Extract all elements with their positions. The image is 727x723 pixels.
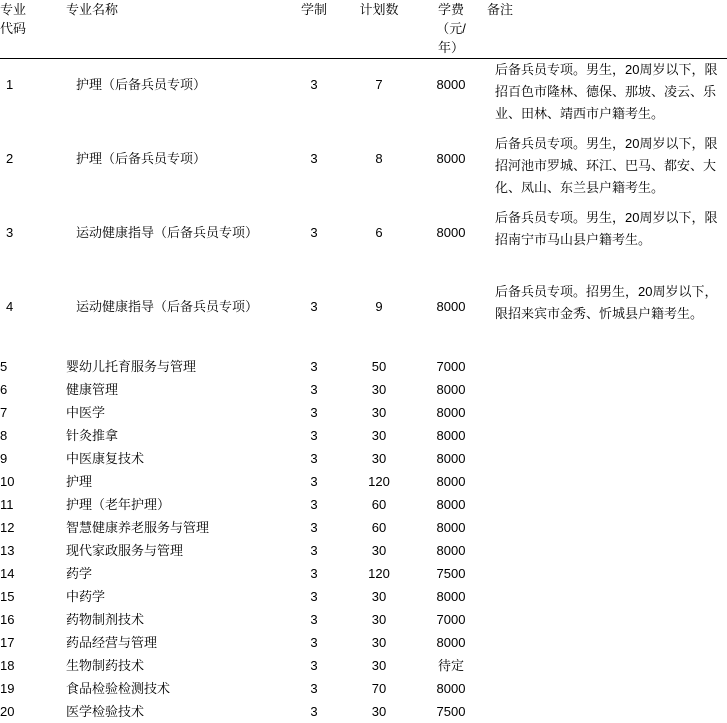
cell-plan-count: 30	[343, 631, 415, 654]
cell-code: 13	[0, 539, 66, 562]
cell-code: 14	[0, 562, 66, 585]
cell-fee: 7000	[415, 608, 487, 631]
cell-code: 12	[0, 516, 66, 539]
header-cell-system: 学制	[285, 0, 343, 57]
table-row	[0, 133, 727, 207]
cell-fee: 8000	[415, 401, 487, 424]
cell-plan-count: 6	[343, 207, 415, 281]
cell-note	[487, 585, 727, 608]
header-code-line2: 代码	[0, 19, 66, 38]
note-text: 后备兵员专项。招男生，20周岁以下，限招来宾市金秀、忻城县户籍考生。	[495, 281, 727, 325]
cell-major-name: 护理（后备兵员专项）	[66, 59, 285, 134]
cell-plan-count: 30	[343, 700, 415, 723]
note-text: 后备兵员专项。男生，20周岁以下，限招河池市罗城、环江、巴马、都安、大化、凤山、东兰县户籍考生。	[495, 133, 727, 199]
cell-major-name: 智慧健康养老服务与管理	[66, 516, 285, 539]
cell-major-name: 运动健康指导（后备兵员专项）	[66, 207, 285, 281]
cell-plan-count: 50	[343, 355, 415, 378]
cell-fee: 7500	[415, 562, 487, 585]
header-row	[0, 0, 727, 57]
cell-major-name: 药物制剂技术	[66, 608, 285, 631]
cell-note	[487, 424, 727, 447]
cell-system: 3	[285, 470, 343, 493]
note-text: 后备兵员专项。男生，20周岁以下，限招南宁市马山县户籍考生。	[495, 207, 727, 251]
cell-system: 3	[285, 700, 343, 723]
table-row	[0, 608, 727, 631]
cell-plan-count: 70	[343, 677, 415, 700]
cell-plan-count: 30	[343, 585, 415, 608]
cell-note	[487, 562, 727, 585]
cell-major-name: 运动健康指导（后备兵员专项）	[66, 281, 285, 355]
cell-note	[487, 207, 727, 281]
cell-code: 18	[0, 654, 66, 677]
cell-major-name: 婴幼儿托育服务与管理	[66, 355, 285, 378]
cell-code: 7	[0, 401, 66, 424]
cell-fee: 8000	[415, 447, 487, 470]
cell-fee: 8000	[415, 470, 487, 493]
cell-note	[487, 378, 727, 401]
cell-code: 15	[0, 585, 66, 608]
cell-note	[487, 401, 727, 424]
cell-plan-count: 60	[343, 493, 415, 516]
cell-plan-count: 30	[343, 608, 415, 631]
table-row	[0, 516, 727, 539]
cell-code: 11	[0, 493, 66, 516]
cell-code: 4	[0, 281, 66, 355]
table-row	[0, 59, 727, 134]
cell-system: 3	[285, 378, 343, 401]
cell-major-name: 护理（老年护理）	[66, 493, 285, 516]
cell-plan-count: 30	[343, 401, 415, 424]
cell-system: 3	[285, 401, 343, 424]
cell-code: 3	[0, 207, 66, 281]
cell-fee: 8000	[415, 281, 487, 355]
table-row	[0, 493, 727, 516]
cell-code: 6	[0, 378, 66, 401]
cell-fee: 8000	[415, 207, 487, 281]
table-row	[0, 470, 727, 493]
cell-fee: 7000	[415, 355, 487, 378]
cell-plan-count: 120	[343, 470, 415, 493]
cell-system: 3	[285, 424, 343, 447]
cell-fee: 8000	[415, 539, 487, 562]
cell-fee: 8000	[415, 59, 487, 134]
table-row	[0, 447, 727, 470]
cell-code: 2	[0, 133, 66, 207]
cell-major-name: 医学检验技术	[66, 700, 285, 723]
cell-code: 5	[0, 355, 66, 378]
cell-fee: 8000	[415, 516, 487, 539]
header-fee-line3: 年）	[415, 38, 487, 57]
header-cell-code	[0, 0, 66, 57]
cell-system: 3	[285, 585, 343, 608]
cell-system: 3	[285, 562, 343, 585]
cell-code: 1	[0, 59, 66, 134]
cell-major-name: 护理	[66, 470, 285, 493]
header-fee-line2: （元/	[415, 19, 487, 38]
header-cell-fee	[415, 0, 487, 57]
cell-major-name: 现代家政服务与管理	[66, 539, 285, 562]
header-code-line1: 专业	[0, 0, 66, 19]
table-row	[0, 207, 727, 281]
cell-plan-count: 9	[343, 281, 415, 355]
cell-system: 3	[285, 281, 343, 355]
cell-note	[487, 677, 727, 700]
table-row	[0, 378, 727, 401]
table-row	[0, 654, 727, 677]
cell-plan-count: 7	[343, 59, 415, 134]
header-cell-note: 备注	[487, 0, 727, 57]
cell-note	[487, 631, 727, 654]
cell-plan-count: 120	[343, 562, 415, 585]
cell-plan-count: 30	[343, 654, 415, 677]
cell-fee: 7500	[415, 700, 487, 723]
cell-code: 19	[0, 677, 66, 700]
cell-major-name: 药品经营与管理	[66, 631, 285, 654]
table-body	[0, 59, 727, 723]
cell-code: 9	[0, 447, 66, 470]
cell-system: 3	[285, 631, 343, 654]
cell-system: 3	[285, 207, 343, 281]
table-row	[0, 700, 727, 723]
cell-plan-count: 30	[343, 378, 415, 401]
table-header	[0, 0, 727, 59]
cell-plan-count: 8	[343, 133, 415, 207]
cell-major-name: 针灸推拿	[66, 424, 285, 447]
cell-fee: 8000	[415, 424, 487, 447]
cell-note	[487, 654, 727, 677]
cell-fee: 待定	[415, 654, 487, 677]
cell-fee: 8000	[415, 378, 487, 401]
table-row	[0, 355, 727, 378]
table-row	[0, 539, 727, 562]
cell-major-name: 护理（后备兵员专项）	[66, 133, 285, 207]
cell-fee: 8000	[415, 677, 487, 700]
cell-note	[487, 608, 727, 631]
cell-fee: 8000	[415, 585, 487, 608]
cell-note	[487, 493, 727, 516]
cell-major-name: 生物制药技术	[66, 654, 285, 677]
cell-code: 8	[0, 424, 66, 447]
cell-system: 3	[285, 539, 343, 562]
cell-plan-count: 30	[343, 447, 415, 470]
cell-plan-count: 30	[343, 539, 415, 562]
cell-note	[487, 470, 727, 493]
cell-code: 10	[0, 470, 66, 493]
cell-plan-count: 30	[343, 424, 415, 447]
cell-note	[487, 700, 727, 723]
cell-note	[487, 355, 727, 378]
cell-major-name: 中医学	[66, 401, 285, 424]
header-fee-line1: 学费	[415, 0, 487, 19]
table-row	[0, 281, 727, 355]
cell-fee: 8000	[415, 631, 487, 654]
cell-system: 3	[285, 133, 343, 207]
header-cell-name: 专业名称	[66, 0, 285, 57]
cell-major-name: 中医康复技术	[66, 447, 285, 470]
table-row	[0, 585, 727, 608]
cell-major-name: 药学	[66, 562, 285, 585]
cell-code: 20	[0, 700, 66, 723]
table-row	[0, 631, 727, 654]
cell-fee: 8000	[415, 493, 487, 516]
cell-system: 3	[285, 516, 343, 539]
cell-major-name: 中药学	[66, 585, 285, 608]
cell-code: 16	[0, 608, 66, 631]
cell-note	[487, 59, 727, 134]
cell-system: 3	[285, 59, 343, 134]
cell-system: 3	[285, 447, 343, 470]
cell-note	[487, 133, 727, 207]
table-row	[0, 424, 727, 447]
cell-system: 3	[285, 493, 343, 516]
cell-system: 3	[285, 654, 343, 677]
cell-note	[487, 516, 727, 539]
cell-code: 17	[0, 631, 66, 654]
table-row	[0, 677, 727, 700]
cell-system: 3	[285, 677, 343, 700]
cell-fee: 8000	[415, 133, 487, 207]
cell-major-name: 食品检验检测技术	[66, 677, 285, 700]
cell-major-name: 健康管理	[66, 378, 285, 401]
table-row	[0, 562, 727, 585]
cell-system: 3	[285, 355, 343, 378]
cell-note	[487, 447, 727, 470]
cell-plan-count: 60	[343, 516, 415, 539]
cell-note	[487, 539, 727, 562]
cell-system: 3	[285, 608, 343, 631]
table-row	[0, 401, 727, 424]
note-text: 后备兵员专项。男生，20周岁以下，限招百色市隆林、德保、那坡、凌云、乐业、田林、靖西市户籍考生。	[495, 59, 727, 125]
cell-note	[487, 281, 727, 355]
header-cell-plan: 计划数	[343, 0, 415, 57]
